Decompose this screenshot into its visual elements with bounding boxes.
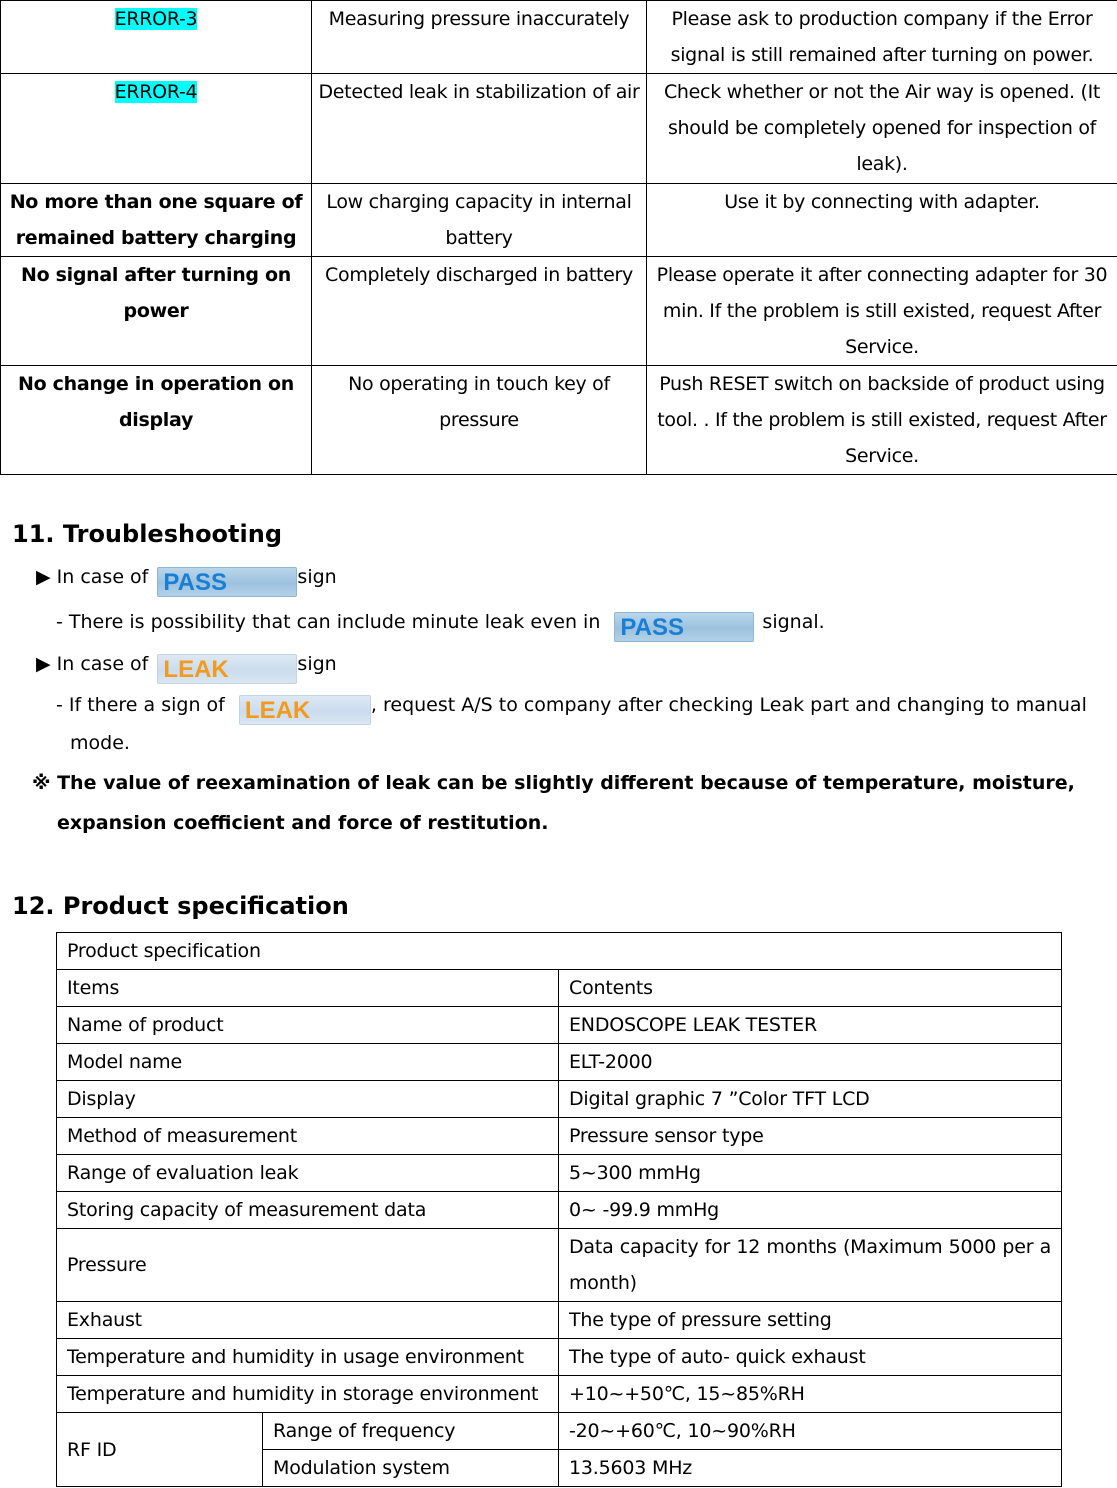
spec-content: ENDOSCOPE LEAK TESTER xyxy=(559,1007,1062,1044)
leak-detail-line xyxy=(56,694,1087,725)
note-line-2: expansion coefficient and force of restitution. xyxy=(57,812,549,834)
table-row xyxy=(57,970,1062,1007)
symptom-cell: No more than one square of remained battery charging xyxy=(1,184,312,257)
solution-cell: Check whether or not the Air way is opened. (It should be completely opened for inspection of leak). xyxy=(647,74,1117,184)
header-items: Items xyxy=(57,970,559,1007)
cause-cell: Detected leak in stabilization of air xyxy=(312,74,647,184)
spec-content: 5~300 mmHg xyxy=(559,1155,1062,1192)
leak-detail-suffix: , request A/S to company after checking Leak part and changing to manual xyxy=(370,694,1087,716)
spec-content: Digital graphic 7 ”Color TFT LCD xyxy=(559,1081,1062,1118)
table-row xyxy=(1,1,1117,74)
leak-case-suffix: sign xyxy=(297,653,337,675)
table-row xyxy=(57,1413,1062,1450)
spec-item: Name of product xyxy=(57,1007,559,1044)
pass-detail-line xyxy=(56,611,825,642)
cause-cell: Low charging capacity in internal battery xyxy=(312,184,647,257)
spec-content: The type of pressure setting xyxy=(559,1302,1062,1339)
pass-badge: PASS xyxy=(157,567,297,597)
table-row xyxy=(57,1192,1062,1229)
spec-content: -20~+60℃, 10~90%RH xyxy=(559,1413,1062,1450)
table-row xyxy=(57,1229,1062,1302)
table-row xyxy=(57,1081,1062,1118)
spec-title: 12. Product specification xyxy=(12,892,349,920)
table-row xyxy=(1,184,1117,257)
error-code: ERROR-4 xyxy=(114,81,198,103)
symptom-cell: No signal after turning on power xyxy=(1,257,312,366)
table-row xyxy=(1,74,1117,184)
spec-content: Pressure sensor type xyxy=(559,1118,1062,1155)
spec-content: Data capacity for 12 months (Maximum 5000 per a month) xyxy=(559,1229,1062,1302)
pass-badge: PASS xyxy=(614,612,754,642)
solution-cell: Use it by connecting with adapter. xyxy=(647,184,1117,257)
leak-case-prefix: ▶ In case of xyxy=(36,653,149,675)
spec-item: Temperature and humidity in storage environment xyxy=(57,1376,559,1413)
spec-content: 13.5603 MHz xyxy=(559,1450,1062,1487)
symptom-cell: No change in operation on display xyxy=(1,366,312,475)
solution-cell: Please operate it after connecting adapter for 30 min. If the problem is still existed, request After Service. xyxy=(647,257,1117,366)
spec-item: Range of evaluation leak xyxy=(57,1155,559,1192)
solution-cell: Please ask to production company if the Error signal is still remained after turning on power. xyxy=(647,1,1117,74)
error-code: ERROR-3 xyxy=(114,8,198,30)
header-contents: Contents xyxy=(559,970,1062,1007)
spec-content: 0~ -99.9 mmHg xyxy=(559,1192,1062,1229)
spec-content: The type of auto- quick exhaust xyxy=(559,1339,1062,1376)
leak-case-line xyxy=(36,653,337,684)
spec-item: Method of measurement xyxy=(57,1118,559,1155)
table-row xyxy=(57,1155,1062,1192)
table-row xyxy=(57,1376,1062,1413)
pass-case-line xyxy=(36,566,337,597)
leak-badge: LEAK xyxy=(239,695,371,725)
cause-cell: No operating in touch key of pressure xyxy=(312,366,647,475)
rfid-sub-item: Range of frequency xyxy=(263,1413,559,1450)
spec-content: +10~+50℃, 15~85%RH xyxy=(559,1376,1062,1413)
spec-item: Pressure xyxy=(57,1229,559,1302)
table-row xyxy=(1,257,1117,366)
table-row xyxy=(1,366,1117,475)
spec-item: Temperature and humidity in usage environment xyxy=(57,1339,559,1376)
spec-table-title: Product specification xyxy=(57,933,1062,970)
table-row xyxy=(57,1118,1062,1155)
spec-item: Display xyxy=(57,1081,559,1118)
table-row xyxy=(57,1302,1062,1339)
spec-content: ELT-2000 xyxy=(559,1044,1062,1081)
pass-detail-suffix: signal. xyxy=(762,611,825,633)
spec-item: Storing capacity of measurement data xyxy=(57,1192,559,1229)
rfid-label: RF ID xyxy=(57,1413,263,1487)
leak-detail-cont: mode. xyxy=(70,732,130,754)
pass-detail-prefix: - There is possibility that can include minute leak even in xyxy=(56,611,601,633)
solution-cell: Push RESET switch on backside of product using tool. . If the problem is still existed, request After Service. xyxy=(647,366,1117,475)
pass-case-prefix: ▶ In case of xyxy=(36,566,149,588)
cause-cell: Measuring pressure inaccurately xyxy=(312,1,647,74)
error-code-cell xyxy=(1,74,312,184)
table-row xyxy=(57,1339,1062,1376)
table-row xyxy=(57,1044,1062,1081)
pass-case-suffix: sign xyxy=(297,566,337,588)
error-code-cell xyxy=(1,1,312,74)
troubleshooting-title: 11. Troubleshooting xyxy=(12,520,283,548)
spec-item: Model name xyxy=(57,1044,559,1081)
leak-badge: LEAK xyxy=(157,654,297,684)
table-row xyxy=(57,933,1062,970)
rfid-sub-item: Modulation system xyxy=(263,1450,559,1487)
spec-item: Exhaust xyxy=(57,1302,559,1339)
cause-cell: Completely discharged in battery xyxy=(312,257,647,366)
spec-table xyxy=(56,932,1062,1487)
leak-detail-prefix: - If there a sign of xyxy=(56,694,225,716)
error-table xyxy=(0,0,1117,475)
table-row xyxy=(57,1007,1062,1044)
note-line-1: ※ The value of reexamination of leak can be slightly different because of temperature, moisture, xyxy=(32,772,1075,794)
